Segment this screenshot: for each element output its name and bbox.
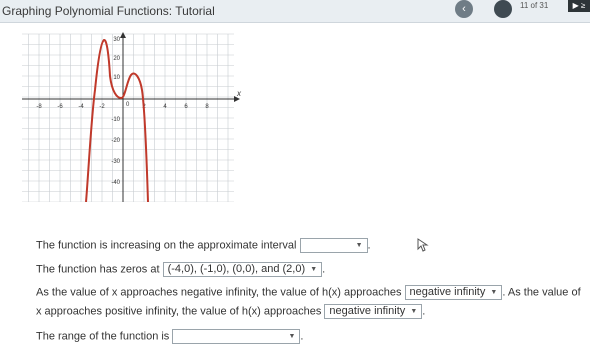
question-end-behavior [36,285,581,300]
x-tick-label: -8 [36,104,42,110]
y-axis [120,32,126,202]
chevron-down-icon: ▼ [410,308,418,315]
page-title: Graphing Polynomial Functions: Tutorial [2,4,215,18]
menu-button[interactable] [494,0,512,18]
x-tick-label: 0 [126,102,130,108]
function-graph [22,30,244,202]
y-tick-label: -40 [111,180,120,186]
q2-selected: (-4,0), (-1,0), (0,0), and (2,0) [167,263,306,275]
top-bar [0,0,590,23]
x-tick-label: 8 [205,104,209,110]
graph-grid [22,34,234,202]
x-tick-label: 4 [163,104,167,110]
mouse-cursor-icon [417,238,429,252]
x-tick-label: 6 [184,104,188,110]
x-axis-label: x [237,89,241,98]
chevron-down-icon: ▼ [310,266,318,273]
question-end-behavior-2: x approaches positive infinity, the value of h(x) approaches negative infinity ▼ . [36,305,426,318]
x-tick-label: -4 [78,104,84,110]
q2-text: The function has zeros at [36,263,160,276]
q3-text-a: As the value of x approaches negative infinity, the value of h(x) approaches [36,286,402,299]
q3-selected-b: negative infinity [329,305,406,317]
end-behavior-negative-dropdown[interactable] [405,285,503,300]
y-tick-label: 30 [113,37,120,43]
page-indicator: 11 of 31 [520,1,549,10]
q3-text-c: x approaches positive infinity, the value of h(x) approaches [36,305,322,318]
x-tick-label: 2 [142,104,146,110]
chevron-down-icon: ▼ [355,242,363,249]
q4-text: The range of the function is [36,330,170,343]
y-tick-label: -20 [111,138,120,144]
q3-text-b: . As the value of [502,286,581,299]
next-button[interactable]: ▶ ≥ [568,0,590,12]
zeros-dropdown[interactable] [163,262,323,277]
y-tick-label: 10 [113,75,120,81]
increasing-interval-dropdown[interactable] [300,238,368,253]
question-increasing: The function is increasing on the approximate interval ▼ . [36,239,371,252]
q1-text: The function is increasing on the approximate interval [36,239,297,252]
q3-selected-a: negative infinity [409,286,486,298]
range-dropdown[interactable] [172,329,300,344]
chevron-down-icon: ▼ [288,333,296,340]
y-tick-label: -10 [111,117,120,123]
x-tick-label: -2 [99,104,105,110]
question-zeros: The function has zeros at (-4,0), (-1,0), (0,0), and (2,0) ▼ . [36,263,326,276]
previous-button[interactable]: ‹ [455,0,473,18]
question-range: The range of the function is ▼ . [36,330,304,343]
x-tick-label: -6 [57,104,63,110]
chevron-down-icon: ▼ [490,289,498,296]
end-behavior-positive-dropdown[interactable] [324,304,422,319]
y-tick-label: 20 [113,56,120,62]
y-tick-label: -30 [111,159,120,165]
